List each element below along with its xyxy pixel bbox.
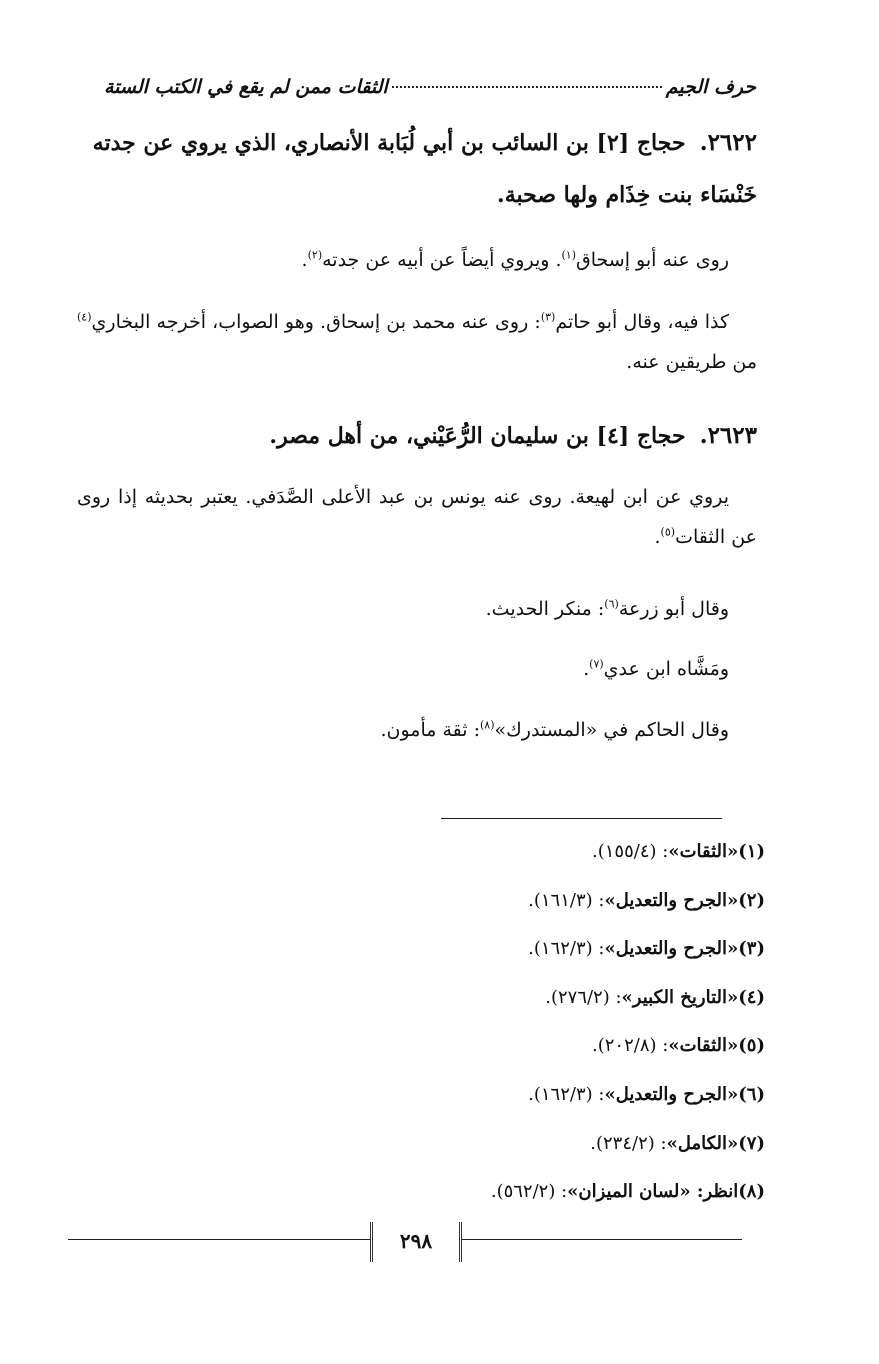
footnote-item: (٣)«الجرح والتعديل»: (١٦٢/٣).	[528, 938, 765, 960]
entry-title: حجاج [٢] بن السائب بن أبي لُبَابة الأنصاري، الذي يروي عن جدته خَنْسَاء بنت خِذَام ولها صحبة.	[92, 130, 757, 208]
book-title: الثقات ممن لم يقع في الكتب الستة	[104, 76, 388, 98]
footnote-item: (٨)انظر: «لسان الميزان»: (٥٦٢/٢).	[490, 1181, 765, 1203]
footnote-item: (٢)«الجرح والتعديل»: (١٦١/٣).	[528, 889, 765, 911]
entry-heading	[77, 117, 757, 221]
footnote-ref[interactable]: (٣)	[540, 310, 556, 324]
page-number: ٢٩٨	[370, 1222, 462, 1262]
footnote-item: (٦)«الجرح والتعديل»: (١٦٢/٣).	[528, 1083, 765, 1105]
paragraph: يروي عن ابن لهيعة. روى عنه يونس بن عبد الأعلى الصَّدَفي. يعتبر بحديثه إذا روى عن الثقات$^{(٥)}$.	[77, 486, 757, 548]
chapter-title: حرف الجيم	[665, 76, 756, 98]
footnote-item: (١)«الثقات»: (١٥٥/٤).	[592, 841, 765, 862]
paragraph: وقال الحاكم في «المستدرك»$^{(٨)}$: ثقة مأمون.	[380, 718, 729, 741]
footnote-item: (٥)«الثقات»: (٢٠٢/٨).	[592, 1035, 765, 1057]
footnote-ref[interactable]: (٦)	[604, 597, 619, 611]
paragraph: روى عنه أبو إسحاق$^{(١)}$. ويروي أيضاً عن أبيه عن جدته$^{(٢)}$.	[301, 248, 729, 271]
footnote-ref[interactable]: (١)	[561, 248, 577, 262]
paragraph: ومَشَّاه ابن عدي$^{(٧)}$.	[583, 657, 729, 680]
leader-dots	[392, 86, 662, 88]
entry-heading	[77, 410, 757, 462]
footnote-item: (٤)«التاريخ الكبير»: (٢٧٦/٢).	[545, 986, 765, 1008]
running-head	[104, 76, 756, 106]
footnote-divider	[441, 818, 722, 819]
footnote-item: (٧)«الكامل»: (٢٣٤/٢).	[590, 1132, 765, 1154]
entry-title: حجاج [٤] بن سليمان الرُّعَيْني، من أهل مصر.	[269, 423, 686, 449]
footnote-ref[interactable]: (٢)	[307, 248, 323, 262]
footnotes-list	[125, 828, 765, 1217]
footnote-ref[interactable]: (٨)	[479, 718, 495, 732]
footnote-ref[interactable]: (٤)	[77, 310, 92, 324]
footnote-ref[interactable]: (٥)	[660, 525, 676, 539]
paragraph: كذا فيه، وقال أبو حاتم$^{(٣)}$: روى عنه محمد بن إسحاق. وهو الصواب، أخرجه البخاري$^{(٤)}$ من طريقين عنه.	[77, 310, 757, 373]
footnote-ref[interactable]: (٧)	[589, 657, 604, 671]
entry-number: ٢٦٢٢.	[699, 129, 757, 156]
entry-number: ٢٦٢٣.	[699, 422, 757, 449]
paragraph: وقال أبو زرعة$^{(٦)}$: منكر الحديث.	[485, 597, 729, 620]
